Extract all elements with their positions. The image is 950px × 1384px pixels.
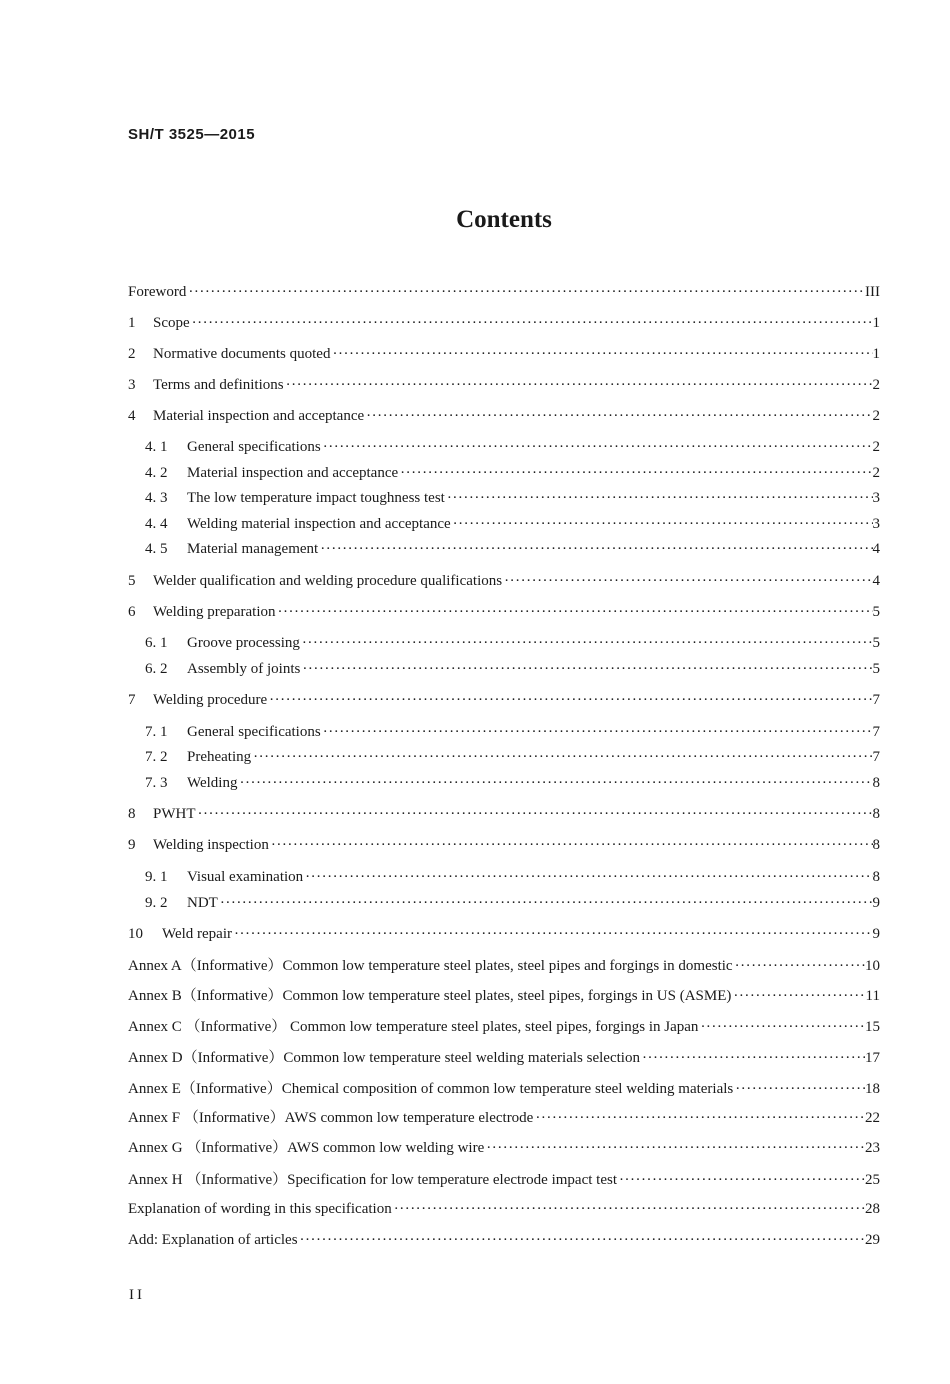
toc-entry-label: Annex E（Informative）Chemical composition of common low temperature steel welding materials [128,1081,734,1097]
toc-entry-number: 6 [128,604,136,620]
toc-entry[interactable] [128,833,880,858]
toc-entry-number: 4. 4 [145,516,168,532]
toc-entry[interactable] [128,404,880,429]
toc-entry-page: 1 [872,315,880,331]
toc-entry[interactable] [128,600,880,625]
dot-leader [502,569,872,594]
toc-entry-label: Welding procedure [153,692,268,708]
toc-entry-number: 4. 3 [145,490,168,506]
dot-leader [364,404,872,429]
toc-entry-label: Annex F （Informative）AWS common low temperature electrode [128,1110,534,1126]
toc-entry-label: Welding material inspection and acceptance [187,516,451,532]
dot-leader [218,891,873,916]
toc-entry[interactable] [128,891,880,916]
toc-entry-page: 22 [865,1110,880,1126]
toc-entry-page: 5 [872,661,880,677]
toc-entry-label: The low temperature impact toughness test [187,490,445,506]
toc-entry[interactable] [128,461,880,486]
toc-entry-label: Foreword [128,284,187,300]
dot-leader [237,771,872,796]
toc-entry-label: Welding preparation [153,604,276,620]
toc-entry-number: 4. 1 [145,439,168,455]
toc-entry[interactable] [128,865,880,890]
toc-entry-page: 3 [872,516,880,532]
toc-entry-label: Welding [187,775,238,791]
toc-entry-label: Welder qualification and welding procedure qualifications [153,573,503,589]
toc-entry-label: Explanation of wording in this specification [128,1201,392,1217]
toc-entry-label: Assembly of joints [187,661,301,677]
dot-leader [392,1197,865,1222]
toc-entry[interactable] [128,745,880,770]
toc-entry[interactable] [128,688,880,713]
toc-entry-page: III [865,284,880,300]
toc-entry[interactable] [128,1136,880,1161]
page-number: II [129,1287,145,1303]
dot-leader [267,688,872,713]
toc-entry-number: 7 [128,692,136,708]
dot-leader [445,486,873,511]
toc-entry-label: Annex C （Informative） Common low temperature steel plates, steel pipes, forgings in Japan [128,1019,699,1035]
dot-leader [269,833,873,858]
toc-entry-label: Annex A（Informative）Common low temperature steel plates, steel pipes and forgings in domestic [128,958,733,974]
toc-entry-page: 4 [872,541,880,557]
toc-entry-label: NDT [187,895,218,911]
toc-entry-label: Annex D（Informative）Common low temperature steel welding materials selection [128,1050,640,1066]
dot-leader [640,1046,865,1071]
dot-leader [300,657,872,682]
toc-entry-page: 1 [872,346,880,362]
toc-entry-page: 18 [865,1081,880,1097]
dot-leader [321,435,873,460]
toc-entry-label: Add: Explanation of articles [128,1232,298,1248]
toc-entry-page: 2 [872,439,880,455]
toc-entry[interactable] [128,1106,880,1131]
toc-entry-number: 8 [128,806,136,822]
toc-entry[interactable] [128,537,880,562]
dot-leader [733,1077,865,1102]
dot-leader [276,600,873,625]
dot-leader [186,280,865,305]
toc-entry-label: Annex H （Informative）Specification for low temperature electrode impact test [128,1172,617,1188]
toc-entry-number: 4 [128,408,136,424]
toc-entry-page: 8 [872,775,880,791]
toc-entry[interactable] [128,657,880,682]
toc-entry-page: 5 [872,604,880,620]
dot-leader [484,1136,865,1161]
toc-entry-page: 28 [865,1201,880,1217]
toc-entry[interactable] [128,486,880,511]
toc-entry-number: 4. 5 [145,541,168,557]
dot-leader [617,1168,865,1193]
toc-entry-number: 6. 2 [145,661,168,677]
toc-entry-page: 4 [872,573,880,589]
toc-entry-number: 9. 2 [145,895,168,911]
toc-entry[interactable] [128,954,880,979]
toc-entry-page: 25 [865,1172,880,1188]
toc-entry-page: 9 [872,926,880,942]
toc-entry-label: Material inspection and acceptance [187,465,399,481]
toc-entry-page: 11 [865,988,880,1004]
dot-leader [321,720,873,745]
toc-entry-label: Weld repair [162,926,233,942]
toc-entry-page: 2 [872,465,880,481]
toc-entry[interactable] [128,631,880,656]
toc-entry-number: 7. 1 [145,724,168,740]
toc-entry-page: 17 [865,1050,880,1066]
toc-entry-number: 1 [128,315,136,331]
toc-entry-page: 2 [872,408,880,424]
toc-entry[interactable] [128,280,880,305]
toc-entry[interactable] [128,1046,880,1071]
dot-leader [733,954,865,979]
toc-entry-number: 3 [128,377,136,393]
toc-entry-label: Scope [153,315,190,331]
dot-leader [330,342,872,367]
toc-entry[interactable] [128,512,880,537]
toc-entry-number: 9. 1 [145,869,168,885]
toc-entry-page: 2 [872,377,880,393]
toc-entry-number: 7. 2 [145,749,168,765]
dot-leader [300,631,873,656]
toc-entry-page: 10 [865,958,880,974]
toc-entry-page: 8 [872,869,880,885]
toc-entry-number: 6. 1 [145,635,168,651]
toc-entry[interactable] [128,922,880,947]
dot-leader [298,1228,865,1253]
standard-code: SH/T 3525—2015 [128,126,256,143]
dot-leader [303,865,872,890]
toc-entry-page: 9 [872,895,880,911]
toc-entry[interactable] [128,311,880,336]
page-title: Contents [456,206,552,233]
toc-entry-label: Visual examination [187,869,304,885]
dot-leader [533,1106,865,1131]
dot-leader [451,512,873,537]
dot-leader [251,745,872,770]
toc-entry[interactable] [128,569,880,594]
dot-leader [398,461,872,486]
toc-entry-page: 29 [865,1232,880,1248]
toc-entry-number: 7. 3 [145,775,168,791]
toc-entry-page: 3 [872,490,880,506]
dot-leader [232,922,872,947]
toc-entry-number: 4. 2 [145,465,168,481]
toc-entry[interactable] [128,435,880,460]
toc-entry[interactable] [128,373,880,398]
toc-entry[interactable] [128,1015,880,1040]
toc-entry[interactable] [128,720,880,745]
toc-entry-label: Annex B（Informative）Common low temperature steel plates, steel pipes, forgings in US (ASME) [128,988,732,1004]
toc-entry-number: 2 [128,346,136,362]
toc-entry-page: 7 [872,692,880,708]
dot-leader [318,537,872,562]
toc-entry-label: PWHT [153,806,196,822]
toc-entry-label: Preheating [187,749,252,765]
toc-entry[interactable] [128,984,880,1009]
toc-entry-label: General specifications [187,439,321,455]
toc-entry[interactable] [128,1197,880,1222]
toc-entry[interactable] [128,802,880,827]
toc-entry-page: 15 [865,1019,880,1035]
dot-leader [284,373,873,398]
dot-leader [190,311,873,336]
toc-entry-label: Material management [187,541,319,557]
toc-entry-label: General specifications [187,724,321,740]
toc-entry-page: 8 [872,806,880,822]
toc-entry-number: 9 [128,837,136,853]
toc-entry-number: 10 [128,926,143,942]
toc-entry[interactable] [128,1228,880,1253]
toc-entry-label: Terms and definitions [153,377,284,393]
toc-entry-label: Annex G （Informative）AWS common low welding wire [128,1140,485,1156]
toc-entry-label: Material inspection and acceptance [153,408,365,424]
toc-entry[interactable] [128,1077,880,1102]
toc-entry-page: 23 [865,1140,880,1156]
dot-leader [196,802,873,827]
dot-leader [731,984,865,1009]
toc-entry-label: Welding inspection [153,837,269,853]
toc-entry[interactable] [128,1168,880,1193]
toc-entry-page: 7 [872,724,880,740]
toc-entry-page: 8 [872,837,880,853]
toc-entry-label: Normative documents quoted [153,346,331,362]
toc-entry-label: Groove processing [187,635,300,651]
toc-entry[interactable] [128,771,880,796]
toc-entry-number: 5 [128,573,136,589]
dot-leader [698,1015,865,1040]
toc-entry-page: 5 [872,635,880,651]
toc-entry-page: 7 [872,749,880,765]
toc-entry[interactable] [128,342,880,367]
